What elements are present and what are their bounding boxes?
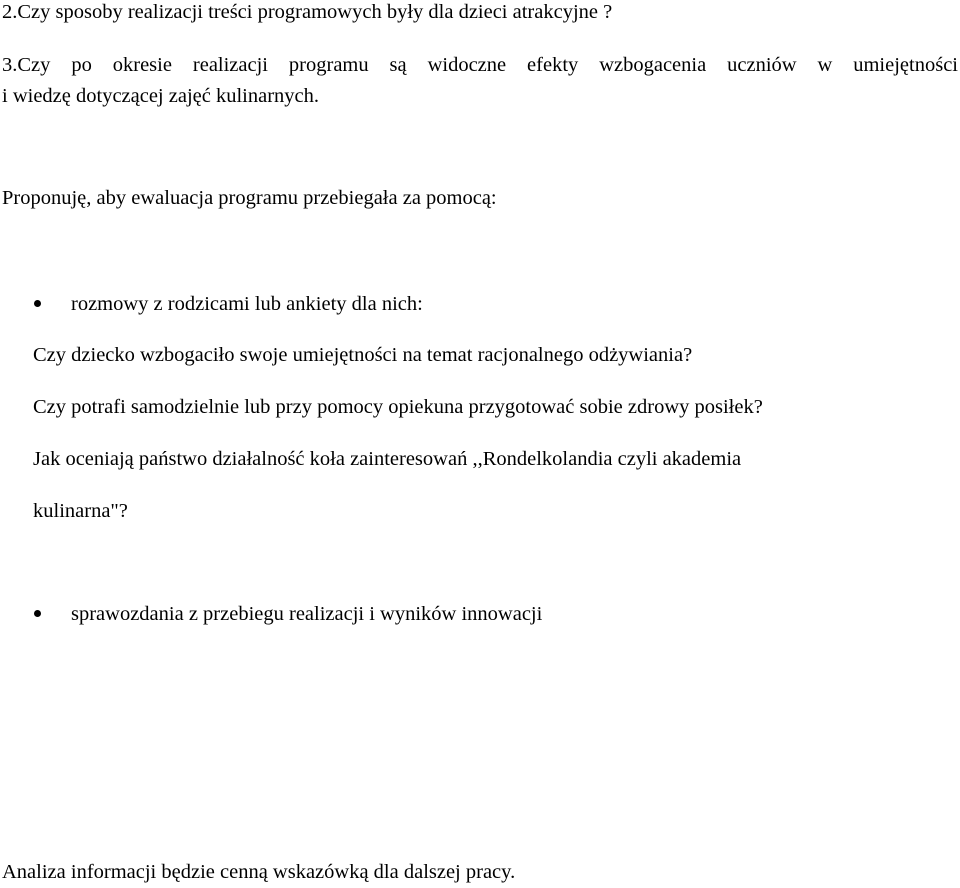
proposal-text: Proponuję, aby ewaluacja programu przebiegała za pomocą: (2, 187, 497, 209)
question-3-line-2: i wiedzę dotyczącej zajęć kulinarnych. (2, 85, 320, 107)
bullet-icon (34, 300, 41, 307)
question-3-line-1: 3.Czy po okresie realizacji programu są widoczne efekty wzbogacenia uczniów w umiejętności (2, 54, 958, 76)
bullet-item-label: rozmowy z rodzicami lub ankiety dla nich: (71, 293, 423, 315)
conclusion-text: Analiza informacji będzie cenną wskazówką dla dalszej pracy. (2, 861, 516, 883)
survey-question-1: Czy dziecko wzbogaciło swoje umiejętności na temat racjonalnego odżywiania? (33, 344, 693, 366)
bullet-icon (34, 610, 41, 617)
bullet-item-interviews (34, 294, 423, 315)
survey-question-3-line-1: Jak oceniają państwo działalność koła zainteresowań ,,Rondelkolandia czyli akademia (33, 448, 742, 470)
question-2-text: 2.Czy sposoby realizacji treści programowych były dla dzieci atrakcyjne ? (2, 1, 613, 23)
bullet-item-reports (34, 604, 542, 625)
survey-question-2: Czy potrafi samodzielnie lub przy pomocy opiekuna przygotować sobie zdrowy posiłek? (33, 396, 763, 418)
bullet-item-label: sprawozdania z przebiegu realizacji i wyników innowacji (71, 603, 543, 625)
survey-question-3-line-2: kulinarna"? (33, 500, 128, 522)
